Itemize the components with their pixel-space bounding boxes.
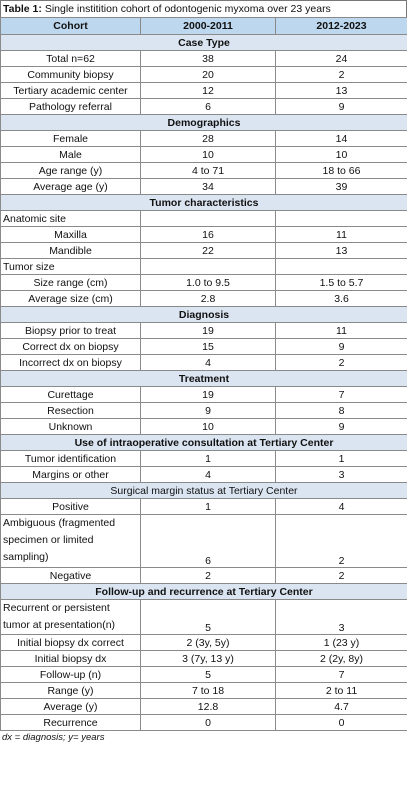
cell-value: 2 (276, 355, 407, 371)
row-label: Ambiguous (fragmented specimen or limited sampling) (1, 515, 141, 568)
section-intraop: Use of intraoperative consultation at Tertiary Center (1, 435, 407, 451)
cell-value: 28 (141, 131, 276, 147)
row-label: Female (1, 131, 141, 147)
caption-text: Single institition cohort of odontogenic myxoma over 23 years (41, 3, 331, 15)
cell-value: 7 (276, 667, 407, 683)
table-row (1, 339, 407, 355)
cell-value: 3 (7y, 13 y) (141, 651, 276, 667)
row-label: Curettage (1, 387, 141, 403)
cell-value: 1 (141, 499, 276, 515)
cell-value: 2 (276, 515, 407, 568)
cell-value: 2.8 (141, 291, 276, 307)
row-label: Average size (cm) (1, 291, 141, 307)
row-label: Unknown (1, 419, 141, 435)
section-margin: Surgical margin status at Tertiary Center (1, 483, 407, 499)
table-row (1, 651, 407, 667)
table-row (1, 451, 407, 467)
section-case-type: Case Type (1, 35, 407, 51)
table-row (1, 667, 407, 683)
cell-value (141, 211, 276, 227)
cell-value: 11 (276, 227, 407, 243)
cell-value: 7 to 18 (141, 683, 276, 699)
table-row (1, 568, 407, 584)
row-label: Male (1, 147, 141, 163)
section-row (1, 483, 407, 499)
cell-value: 4 (276, 499, 407, 515)
row-label: Biopsy prior to treat (1, 323, 141, 339)
cell-value: 10 (141, 147, 276, 163)
cell-value: 2 (3y, 5y) (141, 635, 276, 651)
cell-value: 4 (141, 467, 276, 483)
table-row (1, 99, 407, 115)
cohort-table (0, 17, 407, 731)
cell-value: 19 (141, 323, 276, 339)
row-label: Tumor size (1, 259, 141, 275)
header-2012-2023: 2012-2023 (276, 18, 407, 35)
section-row (1, 195, 407, 211)
cell-value: 16 (141, 227, 276, 243)
cell-value: 14 (276, 131, 407, 147)
row-label: Recurrence (1, 715, 141, 731)
cell-value: 12.8 (141, 699, 276, 715)
section-row (1, 35, 407, 51)
header-2000-2011: 2000-2011 (141, 18, 276, 35)
section-row (1, 584, 407, 600)
caption-label: Table 1: (3, 3, 42, 15)
table-row (1, 163, 407, 179)
table-row (1, 467, 407, 483)
table-row (1, 635, 407, 651)
cell-value: 6 (141, 99, 276, 115)
cell-value: 11 (276, 323, 407, 339)
cell-value: 4 to 71 (141, 163, 276, 179)
row-label: Tumor identification (1, 451, 141, 467)
section-tumor: Tumor characteristics (1, 195, 407, 211)
cell-value: 2 (141, 568, 276, 584)
table-row (1, 179, 407, 195)
cell-value: 24 (276, 51, 407, 67)
row-label: Age range (y) (1, 163, 141, 179)
cell-value: 5 (141, 600, 276, 635)
cell-value: 1 (23 y) (276, 635, 407, 651)
row-label: Maxilla (1, 227, 141, 243)
cell-value: 4.7 (276, 699, 407, 715)
cell-value: 10 (276, 147, 407, 163)
cell-value: 2 to 11 (276, 683, 407, 699)
section-row (1, 371, 407, 387)
cell-value: 2 (276, 568, 407, 584)
table-row (1, 67, 407, 83)
header-cohort: Cohort (1, 18, 141, 35)
cell-value: 2 (276, 67, 407, 83)
cell-value: 0 (141, 715, 276, 731)
cell-value: 9 (276, 339, 407, 355)
row-label: Total n=62 (1, 51, 141, 67)
table-row (1, 515, 407, 568)
table-row (1, 259, 407, 275)
cell-value: 1 (141, 451, 276, 467)
row-label: Community biopsy (1, 67, 141, 83)
row-label: Pathology referral (1, 99, 141, 115)
cell-value (276, 259, 407, 275)
section-row (1, 115, 407, 131)
row-label: Average (y) (1, 699, 141, 715)
cell-value (276, 211, 407, 227)
section-followup: Follow-up and recurrence at Tertiary Center (1, 584, 407, 600)
cell-value: 38 (141, 51, 276, 67)
cell-value: 2 (2y, 8y) (276, 651, 407, 667)
cell-value: 10 (141, 419, 276, 435)
table-row (1, 227, 407, 243)
header-row (1, 18, 407, 35)
table-row (1, 403, 407, 419)
table-row (1, 147, 407, 163)
table-footnote: dx = diagnosis; y= years (2, 732, 105, 743)
table-row (1, 291, 407, 307)
cell-value: 1.5 to 5.7 (276, 275, 407, 291)
table-row (1, 355, 407, 371)
cell-value: 20 (141, 67, 276, 83)
table-row (1, 211, 407, 227)
table-row (1, 387, 407, 403)
table-row (1, 323, 407, 339)
cell-value: 0 (276, 715, 407, 731)
table-row (1, 275, 407, 291)
table-row (1, 243, 407, 259)
table-row (1, 83, 407, 99)
cell-value: 19 (141, 387, 276, 403)
row-label: Margins or other (1, 467, 141, 483)
section-demographics: Demographics (1, 115, 407, 131)
cell-value: 6 (141, 515, 276, 568)
cell-value: 22 (141, 243, 276, 259)
cell-value: 8 (276, 403, 407, 419)
row-label: Negative (1, 568, 141, 584)
row-label: Initial biopsy dx correct (1, 635, 141, 651)
cell-value: 34 (141, 179, 276, 195)
row-label: Mandible (1, 243, 141, 259)
cell-value: 9 (276, 99, 407, 115)
row-label: Size range (cm) (1, 275, 141, 291)
cell-value: 1 (276, 451, 407, 467)
row-label: Resection (1, 403, 141, 419)
table-row (1, 600, 407, 635)
section-diagnosis: Diagnosis (1, 307, 407, 323)
table-row (1, 715, 407, 731)
cell-value: 4 (141, 355, 276, 371)
cell-value: 12 (141, 83, 276, 99)
section-row (1, 435, 407, 451)
cell-value: 3 (276, 467, 407, 483)
cell-value: 18 to 66 (276, 163, 407, 179)
table-row (1, 683, 407, 699)
cell-value: 7 (276, 387, 407, 403)
row-label: Positive (1, 499, 141, 515)
row-label: Range (y) (1, 683, 141, 699)
row-label: Average age (y) (1, 179, 141, 195)
cell-value: 5 (141, 667, 276, 683)
cell-value: 3.6 (276, 291, 407, 307)
table-row (1, 419, 407, 435)
cell-value: 1.0 to 9.5 (141, 275, 276, 291)
row-label: Anatomic site (1, 211, 141, 227)
cell-value: 9 (276, 419, 407, 435)
section-treatment: Treatment (1, 371, 407, 387)
cell-value (141, 259, 276, 275)
cell-value: 39 (276, 179, 407, 195)
table-row (1, 51, 407, 67)
cell-value: 3 (276, 600, 407, 635)
cell-value: 9 (141, 403, 276, 419)
row-label: Follow-up (n) (1, 667, 141, 683)
cell-value: 13 (276, 83, 407, 99)
row-label: Tertiary academic center (1, 83, 141, 99)
table-row (1, 699, 407, 715)
row-label: Correct dx on biopsy (1, 339, 141, 355)
cell-value: 15 (141, 339, 276, 355)
table-caption (0, 0, 407, 17)
section-row (1, 307, 407, 323)
table-row (1, 499, 407, 515)
row-label: Incorrect dx on biopsy (1, 355, 141, 371)
table-row (1, 131, 407, 147)
row-label: Initial biopsy dx (1, 651, 141, 667)
row-label: Recurrent or persistent tumor at presentation(n) (1, 600, 141, 635)
cell-value: 13 (276, 243, 407, 259)
